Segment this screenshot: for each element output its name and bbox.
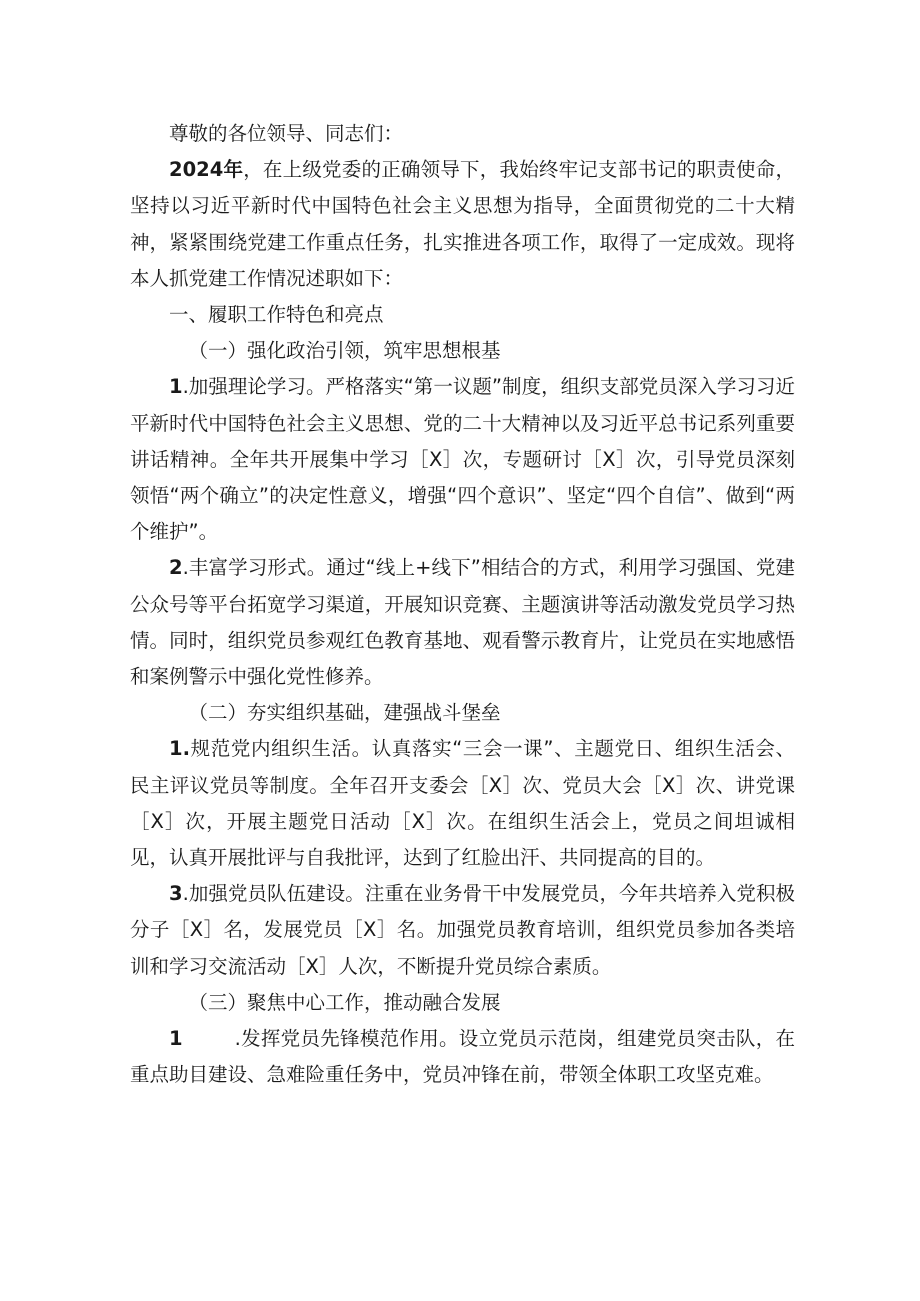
paragraph-text: .加强理论学习。严格落实“第一议题”制度，组织支部党员深入学习习近平新时代中国特色社会主义思想、党的二十大精神以及习近平总书记系列重要讲话精神。全年共开展集中学习［X］次，专题研讨［X］次，引导党员深刻领悟“两个确立”的决定性意义，增强“四个意识”、坚定“四个自信”、做到“两个维护”。 [130,375,795,544]
intro-paragraph [130,152,795,297]
item-number: 2 [169,556,183,580]
paragraph-member-building [130,876,795,985]
greeting: 尊敬的各位领导、同志们： [169,122,404,145]
section-heading: 一、履职工作特色和亮点 [169,303,384,327]
paragraph-text: .加强党员队伍建设。注重在业务骨干中发展党员，今年共培养入党积极分子［X］名，发展党员［X］名。加强党员教育培训，组织党员参加各类培训和学习交流活动［X］人次，不断提升党员综合素质。 [130,882,795,978]
paragraph-study-forms [130,550,795,695]
paragraph-org-life [130,731,795,876]
document-body [130,116,795,1093]
paragraph-text: .丰富学习形式。通过“线上+线下”相结合的方式，利用学习强国、党建公众号等平台拓宽学习渠道，开展知识竞赛、主题演讲等活动激发党员学习热情。同时，组织党员参观红色教育基地、观看警示教育片，让党员在实地感悟和案例警示中强化党性修养。 [130,556,795,689]
intro-text: ，在上级党委的正确领导下，我始终牢记支部书记的职责使命，坚持以习近平新时代中国特色社会主义思想为指导，全面贯彻党的二十大精神，紧紧围绕党建工作重点任务，扎实推进各项工作，取得了一定成效。现将本人抓党建工作情况述职如下： [130,158,795,290]
item-number: 1 [169,375,183,399]
subsection-heading-3: （三）聚焦中心工作，推动融合发展 [188,990,501,1014]
item-number: 3 [169,882,183,906]
subsection-heading-1: （一）强化政治引领，筑牢思想根基 [188,339,501,363]
paragraph-theory-study [130,369,795,550]
subsection-heading-2: （二）夯实组织基础，建强战斗堡垒 [188,701,501,725]
item-number: 1 [169,1027,183,1051]
intro-year: 2024年 [169,158,244,182]
paragraph-vanguard-role [130,1021,795,1093]
paragraph-text: 规范党内组织生活。认真落实“三会一课”、主题党日、组织生活会、民主评议党员等制度。全年召开支委会［X］次、党员大会［X］次、讲党课［X］次，开展主题党日活动［X］次。在组织生活会上，党员之间坦诚相见，认真开展批评与自我批评，达到了红脸出汗、共同提高的目的。 [130,737,795,870]
item-number: 1. [169,737,190,761]
paragraph-text: .发挥党员先锋模范作用。设立党员示范岗，组建党员突击队，在重点助目建设、急难险重任务中，党员冲锋在前，带领全体职工攻坚克难。 [130,1027,795,1087]
